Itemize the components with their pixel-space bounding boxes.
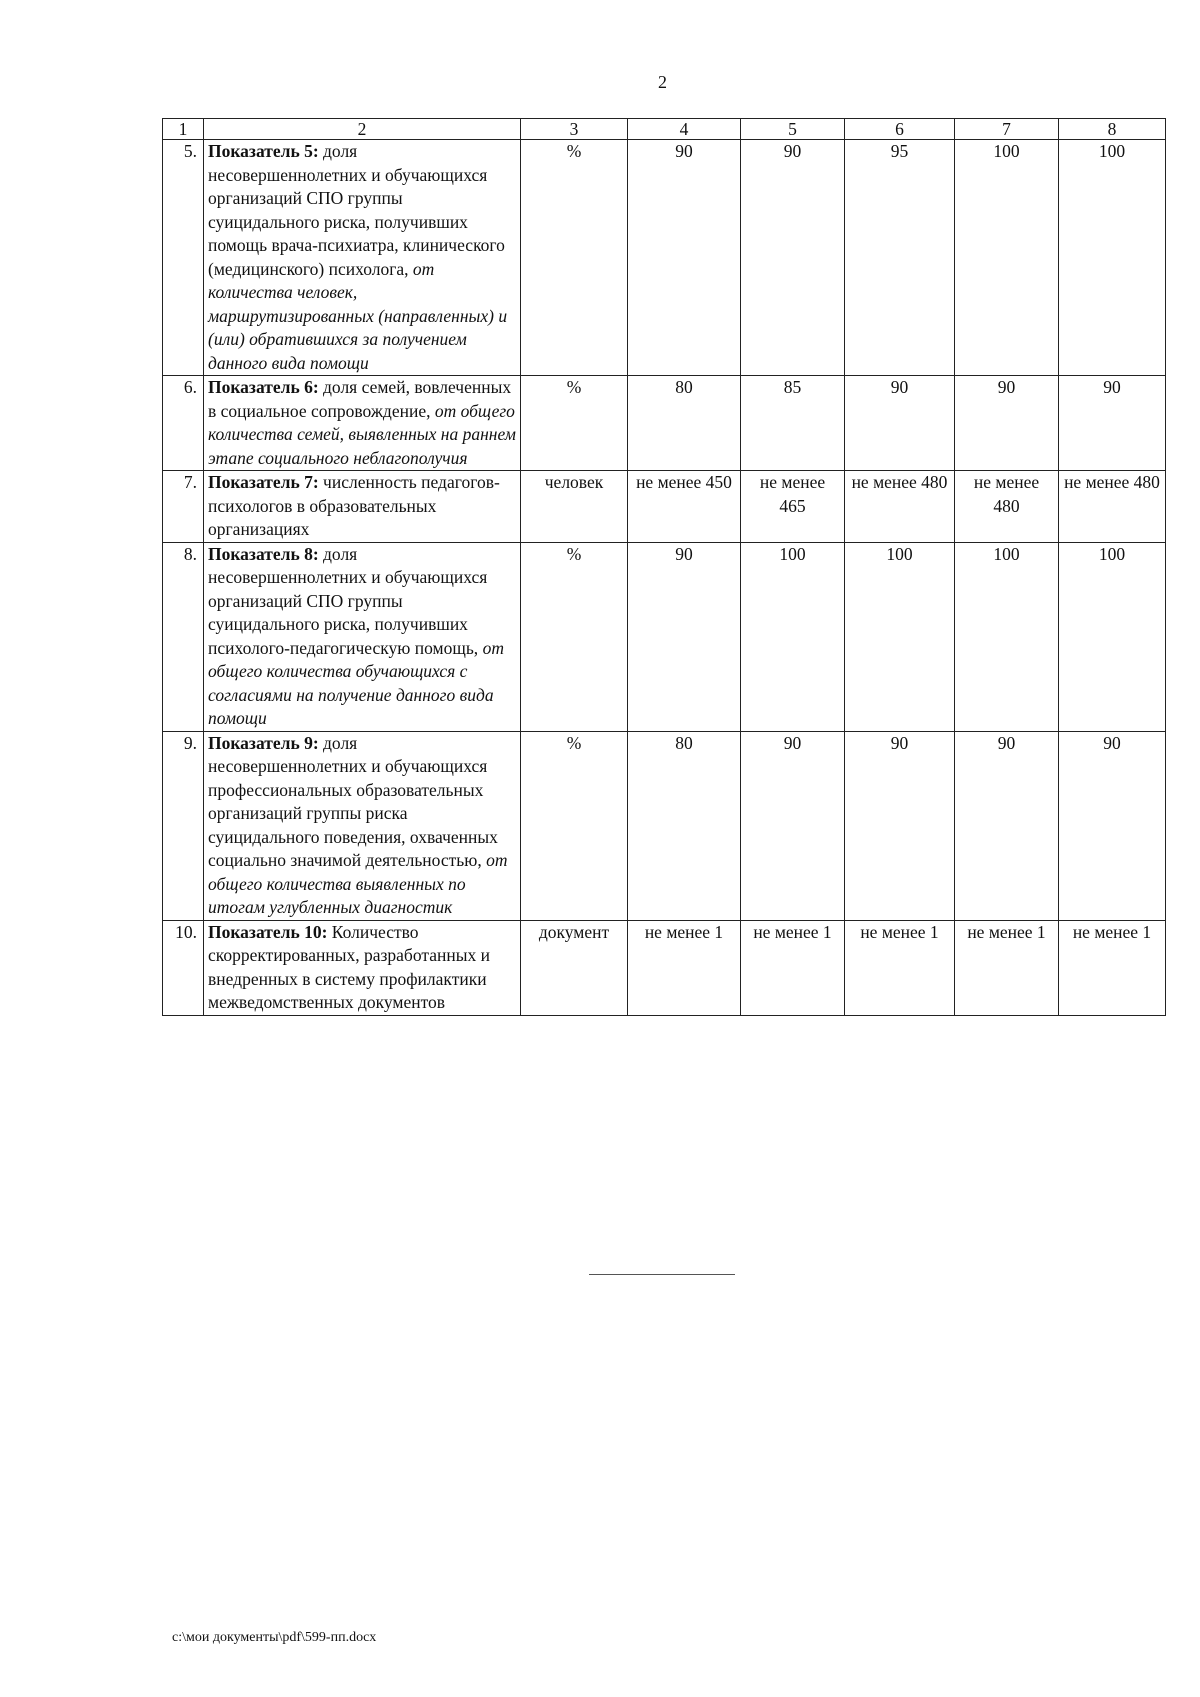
indicator-text: доля несовершеннолетних и обучающихся профессиональных образовательных организаций группы риска суицидального поведения, охваченных социально значимой деятельностью,: [208, 732, 498, 870]
value-cell: 90: [845, 376, 955, 471]
indicator-description-cell: [204, 920, 521, 1015]
value-cell: 90: [628, 542, 741, 731]
unit-cell: %: [521, 140, 628, 376]
value-cell: 80: [628, 376, 741, 471]
indicator-basis-text: от количества человек, маршрутизированных (направленных) и (или) обратившихся за получением данного вида помощи: [208, 258, 508, 373]
row-number-cell: 8.: [163, 542, 204, 731]
value-cell: не менее 1: [741, 920, 845, 1015]
value-cell: 90: [1059, 731, 1166, 920]
indicator-description-cell: [204, 731, 521, 920]
indicator-label: Показатель 10:: [208, 921, 328, 942]
value-cell: не менее 1: [955, 920, 1059, 1015]
value-cell: 90: [955, 376, 1059, 471]
row-number-cell: 7.: [163, 471, 204, 543]
indicator-description-cell: [204, 471, 521, 543]
row-number-cell: 6.: [163, 376, 204, 471]
value-cell: 100: [1059, 140, 1166, 376]
unit-cell: документ: [521, 920, 628, 1015]
unit-cell: человек: [521, 471, 628, 543]
indicator-description-cell: [204, 140, 521, 376]
value-cell: не менее 480: [1059, 471, 1166, 543]
indicator-text: Количество скорректированных, разработанных и внедренных в систему профилактики межведомственных документов: [208, 921, 490, 1012]
unit-cell: %: [521, 542, 628, 731]
table-row: [163, 376, 1166, 471]
row-number-cell: 10.: [163, 920, 204, 1015]
table-row: [163, 731, 1166, 920]
header-cell: 3: [521, 119, 628, 140]
value-cell: 100: [741, 542, 845, 731]
value-cell: 100: [955, 542, 1059, 731]
header-cell: 6: [845, 119, 955, 140]
indicator-basis-text: от общего количества обучающихся с согласиями на получение данного вида помощи: [208, 637, 504, 728]
indicator-description-cell: [204, 376, 521, 471]
value-cell: не менее 480: [845, 471, 955, 543]
value-cell: 90: [955, 731, 1059, 920]
indicator-label: Показатель 9:: [208, 732, 319, 753]
header-cell: 1: [163, 119, 204, 140]
value-cell: 100: [955, 140, 1059, 376]
unit-cell: %: [521, 376, 628, 471]
value-cell: 95: [845, 140, 955, 376]
footer-file-path: c:\мои документы\pdf\599-пп.docx: [172, 1630, 377, 1645]
header-cell: 5: [741, 119, 845, 140]
indicator-basis-text: от общего количества выявленных по итогам углубленных диагностик: [208, 850, 508, 917]
value-cell: 90: [628, 140, 741, 376]
value-cell: не менее 1: [628, 920, 741, 1015]
value-cell: 85: [741, 376, 845, 471]
row-number-cell: 5.: [163, 140, 204, 376]
indicators-table: [162, 118, 1166, 1016]
value-cell: 90: [741, 731, 845, 920]
table-header-row: [163, 119, 1166, 140]
indicator-text: доля несовершеннолетних и обучающихся организаций СПО группы суицидального риска, получивших помощь врача-психиатра, клинического (медицинского) психолога,: [208, 141, 505, 279]
value-cell: 90: [845, 731, 955, 920]
indicator-text: доля семей, вовлеченных в социальное сопровождение,: [208, 377, 512, 421]
value-cell: 90: [741, 140, 845, 376]
table-row: [163, 140, 1166, 376]
unit-cell: %: [521, 731, 628, 920]
page-number: 2: [658, 72, 667, 92]
table-row: [163, 920, 1166, 1015]
table-row: [163, 471, 1166, 543]
indicator-basis-text: от общего количества семей, выявленных на раннем этапе социального неблагополучия: [208, 400, 516, 468]
indicator-text: численность педагогов-психологов в образовательных организациях: [208, 472, 500, 539]
header-cell: 2: [204, 119, 521, 140]
indicator-label: Показатель 6:: [208, 377, 319, 397]
table-row: [163, 542, 1166, 731]
value-cell: не менее 1: [1059, 920, 1166, 1015]
value-cell: 100: [845, 542, 955, 731]
value-cell: 80: [628, 731, 741, 920]
header-cell: 8: [1059, 119, 1166, 140]
value-cell: не менее 465: [741, 471, 845, 543]
value-cell: не менее 450: [628, 471, 741, 543]
indicator-label: Показатель 7:: [208, 472, 319, 492]
value-cell: не менее 1: [845, 920, 955, 1015]
value-cell: 100: [1059, 542, 1166, 731]
row-number-cell: 9.: [163, 731, 204, 920]
header-cell: 7: [955, 119, 1059, 140]
value-cell: 90: [1059, 376, 1166, 471]
indicator-label: Показатель 8:: [208, 543, 319, 564]
indicator-label: Показатель 5:: [208, 141, 319, 161]
header-cell: 4: [628, 119, 741, 140]
indicator-text: доля несовершеннолетних и обучающихся организаций СПО группы суицидального риска, получивших психолого-педагогическую помощь,: [208, 543, 488, 658]
value-cell: не менее 480: [955, 471, 1059, 543]
end-separator-line: [589, 1274, 735, 1275]
indicator-description-cell: [204, 542, 521, 731]
